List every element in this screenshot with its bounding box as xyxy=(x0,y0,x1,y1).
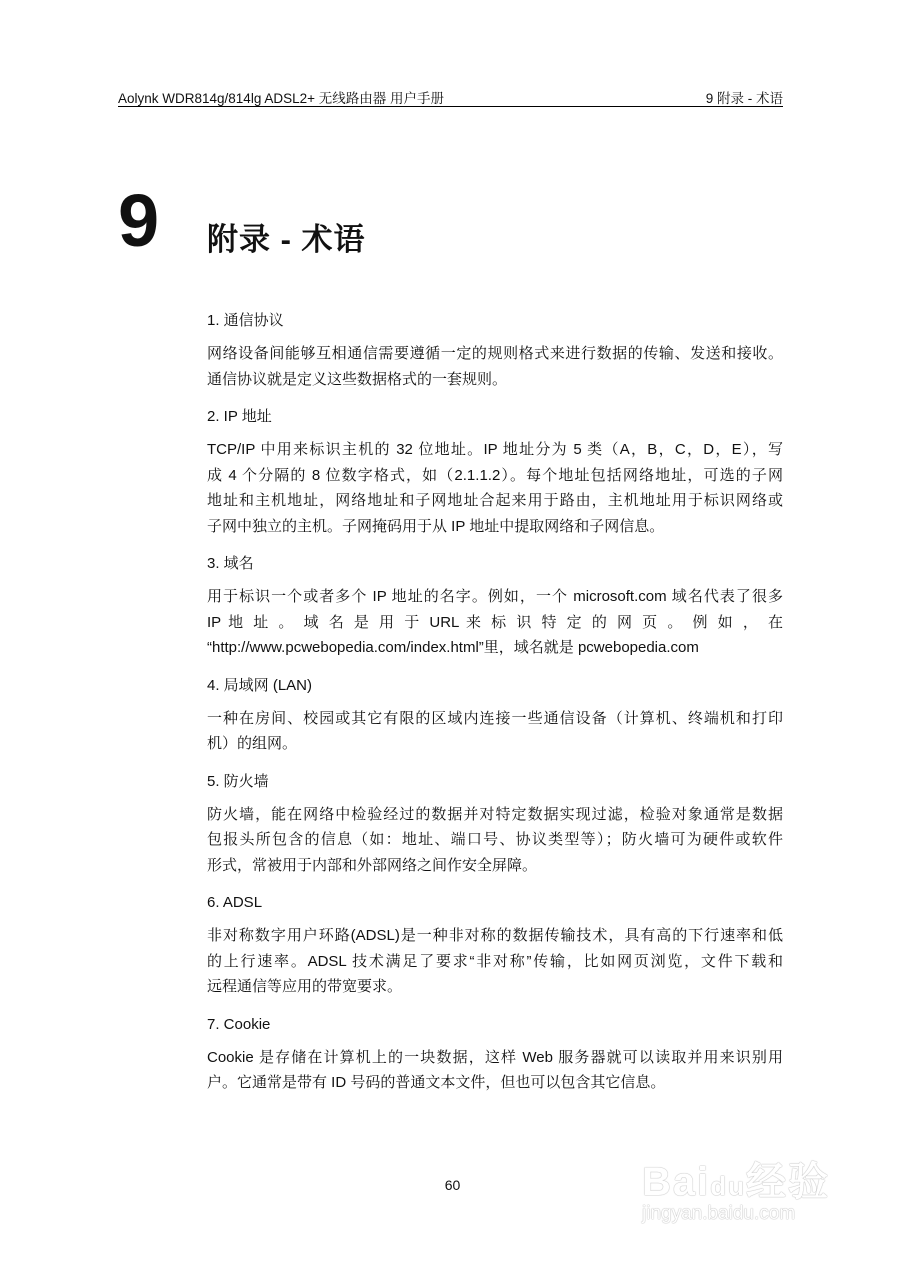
paragraph-line: “http://www.pcwebopedia.com/index.html”里，域名就是 pcwebopedia.com xyxy=(207,639,699,656)
page-number: 60 xyxy=(444,1177,461,1193)
paragraph-line: TCP/IP 中用来标识主机的 32 位地址。IP 地址分为 5 类（A，B，C，D，E），写 xyxy=(207,441,783,458)
paragraph-line: 户。它通常是带有 ID 号码的普通文本文件，但也可以包含其它信息。 xyxy=(207,1074,666,1091)
paragraph-line: 形式，常被用于内部和外部网络之间作安全屏障。 xyxy=(207,856,538,874)
paragraph-line: 用于标识一个或者多个 IP 地址的名字。例如，一个 microsoft.com 域名代表了很多 xyxy=(207,588,783,605)
paragraph-line: 通信协议就是定义这些数据格式的一套规则。 xyxy=(207,370,508,388)
paragraph-line: 子网中独立的主机。子网掩码用于从 IP 地址中提取网络和子网信息。 xyxy=(207,517,665,535)
running-header xyxy=(118,86,783,107)
baidu-watermark-logo: Baidu经验 jingyan.baidu.com xyxy=(642,1160,831,1224)
section-heading: 5. 防火墙 xyxy=(207,772,269,790)
paragraph-line: 包报头所包含的信息（如：地址、端口号、协议类型等）；防火墙可为硬件或软件 xyxy=(207,831,783,848)
glossary-section xyxy=(207,406,783,539)
paragraph-line: 成 4 个分隔的 8 位数字格式，如（2.1.1.2）。每个地址包括网络地址，可选的子网 xyxy=(207,466,783,484)
chapter-number: 9 xyxy=(118,179,160,262)
section-heading: 1. 通信协议 xyxy=(207,312,284,329)
glossary-content xyxy=(207,310,783,1110)
glossary-section xyxy=(207,1014,783,1096)
glossary-section xyxy=(207,892,783,1000)
section-heading: 3. 域名 xyxy=(207,555,254,572)
paragraph-line: 防火墙，能在网络中检验经过的数据并对特定数据实现过滤，检验对象通常是数据 xyxy=(207,805,783,823)
paragraph-line: 地址和主机地址，网络地址和子网地址合起来用于路由，主机地址用于标识网络或 xyxy=(207,492,783,509)
header-manual-title: Aolynk WDR814g/814lg ADSL2+ 无线路由器 用户手册 xyxy=(118,91,444,106)
glossary-section xyxy=(207,310,783,392)
paragraph-line: Cookie 是存储在计算机上的一块数据，这样 Web 服务器就可以读取并用来识别用 xyxy=(207,1048,783,1066)
section-heading: 4. 局域网 (LAN) xyxy=(207,676,313,694)
paragraph-line: 的上行速率。ADSL 技术满足了要求“非对称”传输，比如网页浏览，文件下载和 xyxy=(207,952,783,970)
glossary-section xyxy=(207,553,783,661)
paragraph-line: 网络设备间能够互相通信需要遵循一定的规则格式来进行数据的传输、发送和接收。 xyxy=(207,345,783,362)
section-heading: 2. IP 地址 xyxy=(207,408,272,425)
paragraph-line: 非对称数字用户环路(ADSL)是一种非对称的数据传输技术，具有高的下行速率和低 xyxy=(207,927,783,944)
section-heading: 6. ADSL xyxy=(207,894,263,911)
header-chapter: 9 附录 - 术语 xyxy=(705,91,783,106)
paragraph-line: 一种在房间、校园或其它有限的区域内连接一些通信设备（计算机、终端机和打印 xyxy=(207,709,783,727)
paragraph-line: 远程通信等应用的带宽要求。 xyxy=(207,978,403,995)
paragraph-line: IP 地 址 。 域 名 是 用 于 URL 来 标 识 特 定 的 网 页 。 例 如 ， 在 xyxy=(207,613,783,631)
section-heading: 7. Cookie xyxy=(207,1015,271,1033)
paragraph-line: 机）的组网。 xyxy=(207,735,298,752)
glossary-section xyxy=(207,675,783,757)
glossary-section xyxy=(207,771,783,879)
chapter-title: 附录 - 术语 xyxy=(207,222,366,257)
